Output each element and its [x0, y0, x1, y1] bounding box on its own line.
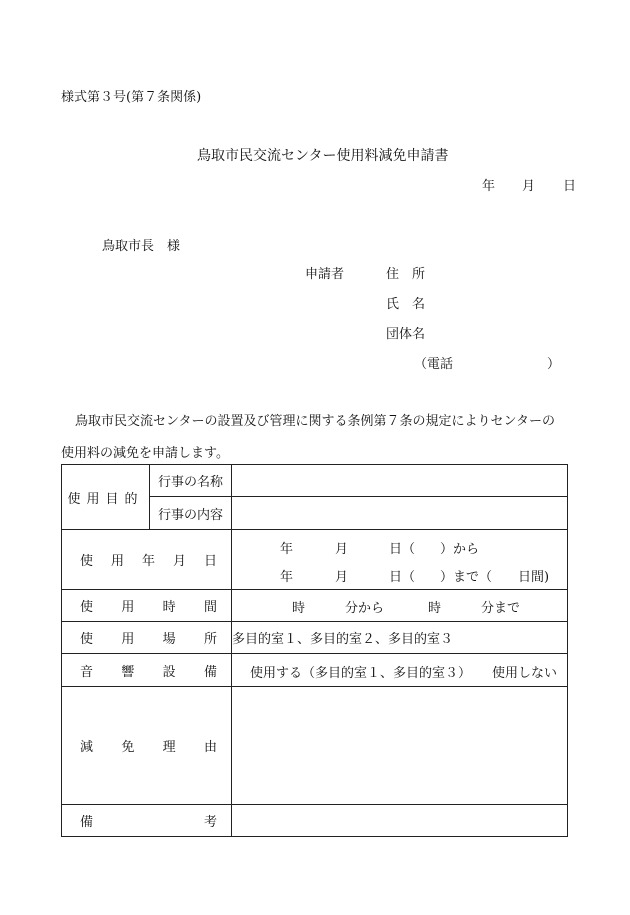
addressee: 鳥取市長 様: [102, 239, 181, 254]
event-name-label: 行事の名称: [150, 465, 232, 497]
date-from-close: ）から: [440, 542, 480, 557]
date-label-char: 年: [141, 554, 155, 569]
remarks-label-cell: [62, 805, 232, 837]
event-content-field[interactable]: [232, 497, 568, 530]
sound-value-cell[interactable]: [232, 654, 568, 687]
date-value-cell[interactable]: [232, 530, 568, 590]
date-label-char: 用: [110, 554, 124, 569]
date-from-year: 年: [280, 542, 294, 557]
date-label-char: 月: [172, 554, 186, 569]
remarks-row: [62, 805, 568, 837]
time-from-minute: 分から: [345, 601, 385, 616]
date-to-month: 月: [335, 570, 349, 585]
sound-row: [62, 654, 568, 687]
reason-label-cell: [62, 687, 232, 805]
date-label-cell: [62, 530, 232, 590]
sound-label-char: 備: [203, 664, 217, 680]
applicant-label: 申請者: [305, 267, 345, 282]
date-label-char: 日: [203, 554, 217, 569]
remarks-field[interactable]: [232, 805, 568, 837]
applicant-address-label: 住 所: [386, 267, 426, 282]
event-name-field[interactable]: [232, 465, 568, 497]
place-label-char: 使: [80, 632, 94, 647]
place-label-char: 所: [203, 632, 217, 647]
date-to-close: ）まで（: [440, 570, 493, 585]
date-row: [62, 530, 568, 590]
reason-label-char: 由: [203, 740, 217, 755]
sound-use-option[interactable]: 使用する（多目的室１、多目的室３）: [250, 666, 472, 681]
sound-label-char: 音: [80, 664, 94, 680]
date-day: 日: [563, 179, 577, 194]
remarks-label-char: 備: [80, 815, 94, 830]
time-label-char: 時: [162, 600, 176, 615]
event-content-label: 行事の内容: [150, 497, 232, 530]
time-from-hour: 時: [292, 601, 306, 616]
date-year: 年: [482, 179, 496, 194]
date-days: 日間): [518, 570, 550, 585]
place-row: [62, 622, 568, 654]
reason-label-char: 理: [162, 740, 176, 755]
place-value[interactable]: 多目的室１、多目的室２、多目的室３: [232, 622, 568, 654]
applicant-phone-open: （電話: [414, 357, 454, 372]
sound-label-cell: [62, 654, 232, 687]
place-label-char: 用: [121, 632, 135, 647]
form-number: 様式第３号(第７条関係): [61, 90, 202, 105]
reason-label-char: 減: [80, 740, 94, 755]
time-label-cell: [62, 590, 232, 622]
sound-nouse-option[interactable]: 使用しない: [492, 666, 558, 681]
application-table: [61, 464, 568, 837]
applicant-group-label: 団体名: [386, 327, 426, 342]
reason-label-char: 免: [121, 740, 135, 755]
date-month: 月: [522, 179, 536, 194]
place-label-char: 場: [162, 632, 176, 647]
reason-row: [62, 687, 568, 805]
date-to-day: 日（: [389, 570, 416, 585]
place-label-cell: [62, 622, 232, 654]
remarks-label-char: 考: [203, 815, 217, 830]
date-from-day: 日（: [389, 542, 416, 557]
sound-label-char: 響: [121, 664, 135, 680]
date-from-month: 月: [335, 542, 349, 557]
date-to-year: 年: [280, 570, 294, 585]
body-text-line2: 使用料の減免を申請します。: [61, 446, 229, 461]
date-label-char: 使: [80, 554, 94, 569]
time-to-minute: 分まで: [481, 601, 521, 616]
time-row: [62, 590, 568, 622]
time-label-char: 間: [203, 600, 217, 615]
time-to-hour: 時: [428, 601, 442, 616]
purpose-label: 使用目的: [62, 465, 150, 530]
purpose-row-name: [62, 465, 568, 497]
time-label-char: 使: [80, 600, 94, 615]
applicant-name-label: 氏 名: [386, 297, 426, 312]
sound-label-char: 設: [162, 664, 176, 680]
time-value-cell[interactable]: [232, 590, 568, 622]
form-title: 鳥取市民交流センター使用料減免申請書: [197, 148, 449, 164]
body-text-line1: 鳥取市民交流センターの設置及び管理に関する条例第７条の規定によりセンターの: [75, 414, 555, 429]
applicant-phone-close: ）: [547, 357, 561, 372]
reason-field[interactable]: [232, 687, 568, 805]
time-label-char: 用: [121, 600, 135, 615]
